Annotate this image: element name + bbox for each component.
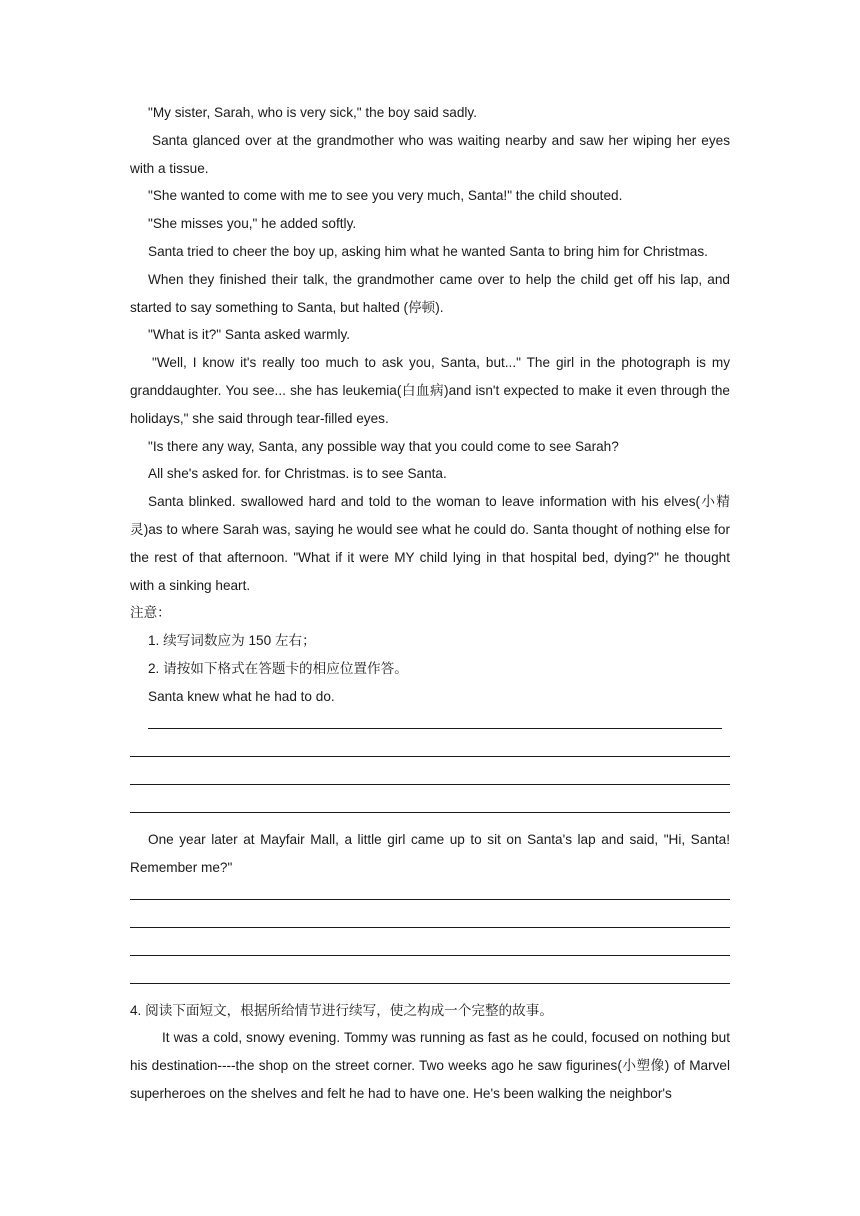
notes-heading: 注意： bbox=[130, 605, 171, 621]
story-paragraph: All she's asked for. for Christmas. is to see Santa. bbox=[148, 466, 447, 482]
story-paragraph: "She wanted to come with me to see you very much, Santa!" the child shouted. bbox=[148, 188, 623, 204]
story-paragraph: Santa tried to cheer the boy up, asking him what he wanted Santa to bring him for Christmas. bbox=[148, 243, 708, 259]
story-paragraph: Santa glanced over at the grandmother who was waiting nearby and saw her wiping her eyes with a tissue. bbox=[130, 132, 730, 176]
story-paragraph: "Well, I know it's really too much to ask you, Santa, but..." The girl in the photograph is my granddaughter. You see... she has leukemia(白血病)and isn't expected to make it even through the holidays," she said through tear-filled eyes. bbox=[130, 355, 730, 426]
question-4-title: 4. 阅读下面短文，根据所给情节进行续写，使之构成一个完整的故事。 bbox=[130, 1002, 553, 1018]
story-paragraph: "She misses you," he added softly. bbox=[148, 216, 357, 232]
story-paragraph: "Is there any way, Santa, any possible way that you could come to see Sarah? bbox=[148, 438, 619, 454]
answer-line[interactable] bbox=[130, 794, 730, 822]
note-item: 2. 请按如下格式在答题卡的相应位置作答。 bbox=[148, 660, 408, 676]
answer-line[interactable] bbox=[130, 738, 730, 766]
answer-line[interactable] bbox=[130, 766, 730, 794]
document-body bbox=[130, 99, 730, 1108]
continuation-prompt-2: One year later at Mayfair Mall, a little girl came up to sit on Santa's lap and said, "Hi, Santa! Remember me?" bbox=[130, 831, 730, 875]
answer-line[interactable] bbox=[130, 711, 730, 739]
story-paragraph: "What is it?" Santa asked warmly. bbox=[148, 327, 351, 343]
continuation-prompt-1: Santa knew what he had to do. bbox=[148, 688, 335, 704]
answer-line[interactable] bbox=[130, 965, 730, 993]
story-paragraph: Santa blinked. swallowed hard and told to the woman to leave information with his elves(小精灵)as to where Sarah was, saying he would see what he could do. Santa thought of nothing else for the rest of that afternoon. "What if it were MY child lying in that hospital bed, dying?" he thought with a sinking heart. bbox=[130, 494, 730, 593]
note-item: 1. 续写词数应为 150 左右； bbox=[148, 633, 316, 649]
story-paragraph: "My sister, Sarah, who is very sick," the boy said sadly. bbox=[148, 105, 477, 120]
answer-line[interactable] bbox=[130, 881, 730, 909]
story-paragraph: When they finished their talk, the grandmother came over to help the child get off his lap, and started to say something to Santa, but halted (停顿). bbox=[130, 271, 730, 315]
answer-line[interactable] bbox=[130, 909, 730, 937]
question-4-paragraph: It was a cold, snowy evening. Tommy was running as fast as he could, focused on nothing but his destination----the shop on the street corner. Two weeks ago he saw figurines(小塑像) of Marvel superheroes on the shelves and felt he had to have one. He's been walking the neighbor's bbox=[130, 1030, 730, 1101]
answer-line[interactable] bbox=[130, 937, 730, 965]
